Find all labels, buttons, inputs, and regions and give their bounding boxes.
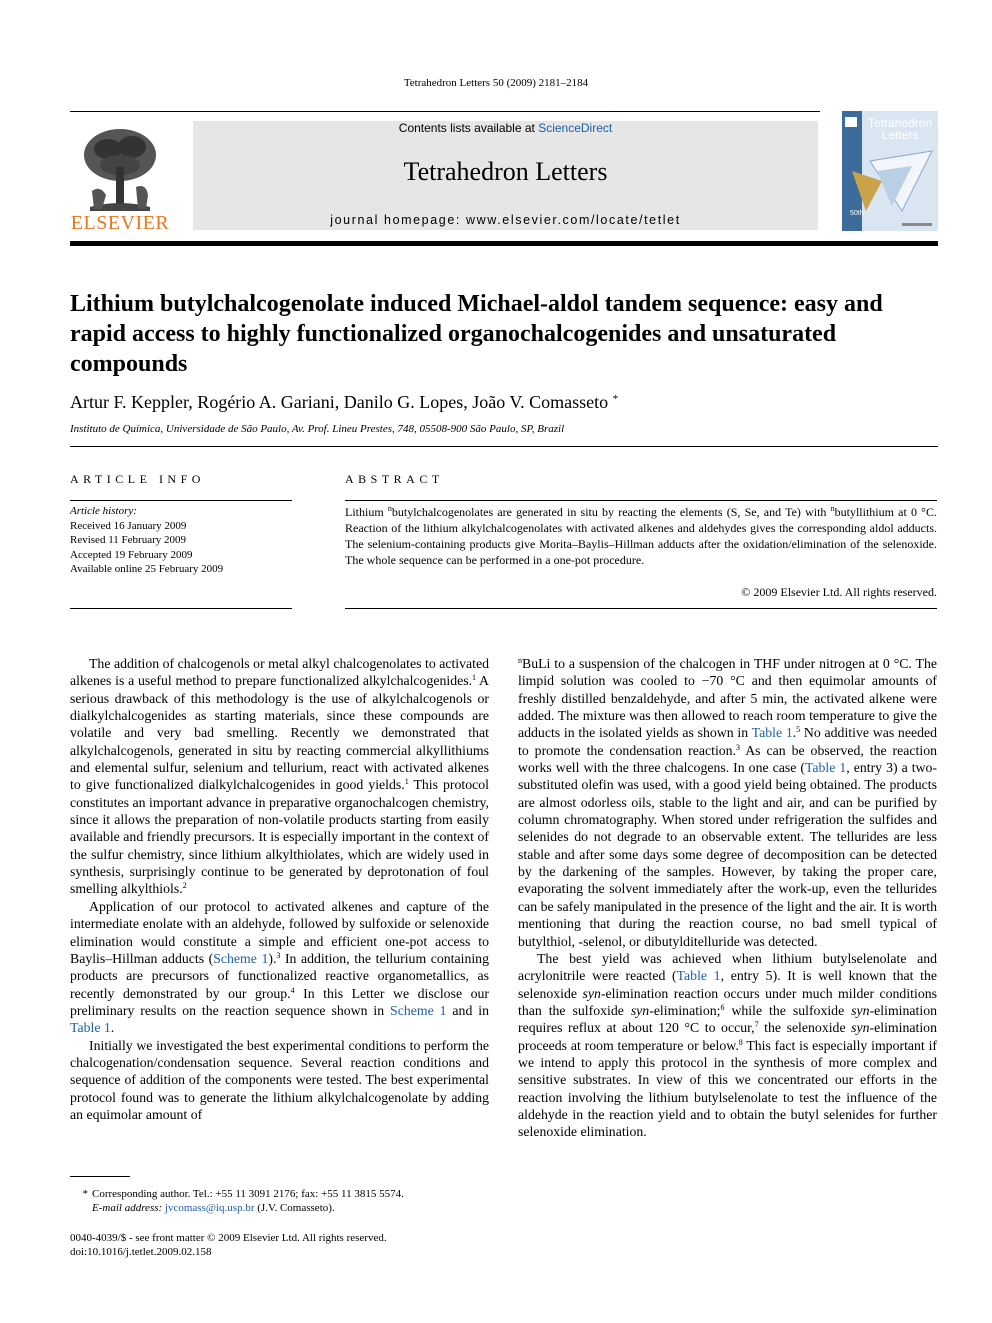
paragraph-1: The addition of chalcogenols or metal alkyl chalcogenolates to activated alkenes is a useful method to prepare functionalized alkylchalcogenides.$^1$ A serious drawback of this methodology is the use of alkylchalcogenols or dialkylchalcogenides as starting materials, since these compounds are volatile and very bad smelling. Recently we demonstrated that alkylchalcogenols, generated in situ by reacting commercial alkyllithiums and elemental sulfur, selenium and tellurium, react with activated alkenes to give functionalized dialkylchalcogenides in good yields.$^1$ This protocol constitutes an important advance in preparative organochalcogen chemistry, since it allows the preparation of non-volatile products starting from easily available and friendly precursors. It is especially important in the context of the sulfur chemistry, since lithium alkylthiolates, which are widely used in synthesis, surprisingly continue to be generated by deprotonation of foul smelling alkylthiols.$^2$: [70, 656, 490, 897]
sciencedirect-link[interactable]: ScienceDirect: [538, 121, 613, 135]
table-1-link[interactable]: Table 1: [676, 968, 721, 984]
abstract-text: Lithium $^n$butylchalcogenolates are generated in situ by reacting the elements (S, Se, and Te) with $^n$butyllithium at 0 °C. Reaction of the lithium alkylchalcogenolates with activated alkenes and aldehydes gives the corresponding aldol adducts. The selenium-containing products give Morita–Baylis–Hillman adducts after the oxidation/elimination of the selenoxide. The whole sequence can be performed in a one-pot procedure.: [345, 504, 937, 567]
contents-line: Contents lists available at ScienceDirect: [398, 121, 613, 135]
received-date: Received 16 January 2009: [70, 519, 187, 532]
article-info-bottom-rule: [70, 608, 292, 609]
author-list: Artur F. Keppler, Rogério A. Gariani, Danilo G. Lopes, João V. Comasseto *: [70, 392, 619, 412]
elsevier-tree-logo: [70, 121, 170, 233]
corresponding-mark: *: [612, 393, 619, 405]
paragraph-3-cont: $^n$BuLi to a suspension of the chalcogen in THF under nitrogen at 0 °C. The limpid solution was cooled to −70 °C and then equimolar amounts of freshly distilled benzaldehyde, and after 5 min, the activated alkene were added. The mixture was then allowed to reach room temperature to give the adducts in the isolated yields as shown in Table 1.$^5$ No additive was needed to promote the condensation reaction.$^3$ As can be observed, the reaction works well with the three chalcogens. In one case (Table 1, entry 3) a two-substituted olefin was used, with a good yield being obtained. The products are almost odorless oils, stable to the light and air, and can be purified by column chromatography. When stored under refrigeration the sulfides and selenides do not degrade to an observable extent. The tellurides are less stable and after some days some degree of decomposition can be detected by the darkening of the samples. However, by taking the proper care, evaporating the solvent immediately after the work-up, even the tellurides can be safely manipulated in the presence of the light and the air. It is worth mentioning that during the reaction course, no bad smell typical of butylthiol, -selenol, or dibutylditelluride was detected.: [518, 656, 938, 949]
header-thick-rule: [70, 241, 938, 246]
article-info-heading: ARTICLE INFO: [70, 472, 205, 486]
article-info-rule: [70, 500, 292, 501]
svg-text:50th: 50th: [850, 210, 864, 217]
header-top-rule: [70, 111, 820, 112]
paragraph-2: Application of our protocol to activated alkenes and capture of the intermediate enolate with an aldehyde, followed by sulfoxide or selenoxide elimination would constitute a simple and efficient one-pot access to Baylis–Hillman adducts (Scheme 1).$^3$ In addition, the tellurium containing products are precursors of functionalized reactive organometallics, as recently demonstrated by our group.$^4$ In this Letter we disclose our preliminary results on the reaction sequence shown in Scheme 1 and in Table 1.: [70, 898, 489, 1036]
abstract-copyright: © 2009 Elsevier Ltd. All rights reserved.: [741, 585, 937, 599]
cover-title-2: Letters: [881, 128, 919, 142]
body-right-column: [518, 655, 937, 1141]
accepted-date: Accepted 19 February 2009: [70, 548, 193, 561]
body-left-column: [70, 655, 489, 1123]
footnote-rule: [70, 1176, 130, 1177]
abstract-heading: ABSTRACT: [345, 472, 444, 486]
page-footer: [70, 1231, 387, 1259]
issn-line: 0040-4039/$ - see front matter © 2009 Elsevier Ltd. All rights reserved.: [70, 1232, 387, 1244]
scheme-1-link[interactable]: Scheme 1: [390, 1002, 447, 1018]
doi-line[interactable]: doi:10.1016/j.tetlet.2009.02.158: [70, 1246, 212, 1258]
history-label: Article history:: [70, 505, 137, 517]
online-date: Available online 25 February 2009: [70, 563, 224, 575]
running-head: Tetrahedron Letters 50 (2009) 2181–2184: [403, 77, 589, 89]
scheme-1-link[interactable]: Scheme 1: [213, 950, 269, 966]
email-link[interactable]: jvcomass@iq.usp.br: [164, 1202, 255, 1214]
table-1-link[interactable]: Table 1: [70, 1020, 111, 1036]
revised-date: Revised 11 February 2009: [70, 534, 186, 546]
journal-name: Tetrahedron Letters: [403, 157, 608, 186]
journal-cover-image: [842, 111, 938, 231]
paragraph-3: Initially we investigated the best experimental conditions to perform the chalcogenation/condensation sequence. Several reaction conditions and sequence of addition of the components were tested. The best experimental protocol found was to generate the lithium alkylchalcogenolate by adding an equimolar amount of: [70, 1037, 489, 1122]
table-1-link[interactable]: Table 1: [751, 725, 793, 741]
elsevier-wordmark: ELSEVIER: [70, 212, 170, 234]
article-title: Lithium butylchalcogenolate induced Michael-aldol tandem sequence: easy and rapid access to highly functionalized organochalcogenides and unsaturated compounds: [70, 291, 883, 377]
journal-homepage[interactable]: journal homepage: www.elsevier.com/locate/tetlet: [330, 213, 681, 227]
article-history: [70, 504, 223, 577]
affiliation: Instituto de Química, Universidade de São Paulo, Av. Prof. Lineu Prestes, 748, 05508-900 São Paulo, SP, Brazil: [70, 423, 565, 435]
abstract-rule: [345, 500, 937, 501]
corresponding-footnote: * Corresponding author. Tel.: +55 11 3091 2176; fax: +55 11 3815 5574. E-mail address: jvcomass@iq.usp.br (J.V. Comasseto).: [82, 1188, 404, 1214]
table-1-link[interactable]: Table 1: [804, 760, 847, 776]
title-rule: [70, 446, 938, 447]
abstract-bottom-rule: [345, 608, 937, 609]
cover-title-1: Tetrahedron: [867, 116, 933, 130]
paragraph-4: The best yield was achieved when lithium butylselenolate and acrylonitrile were reacted (Table 1, entry 5). It is well known that the selenoxide syn-elimination reaction occurs under much milder conditions than the sulfoxide syn-elimination;$^6$ while the sulfoxide syn-elimination requires reflux at about 120 °C to occur,$^7$ the selenoxide syn-elimination proceeds at room temperature or below.$^8$ This fact is especially important if we intend to apply this protocol in the synthesis of more complex and sensitive substrates. In view of this we concentrated our efforts in the reaction involving the lithium butylselenolate to test the influence of the aldehyde in the reaction yield and to obtain the butyl selenides for further selenoxide elimination.: [518, 950, 937, 1140]
